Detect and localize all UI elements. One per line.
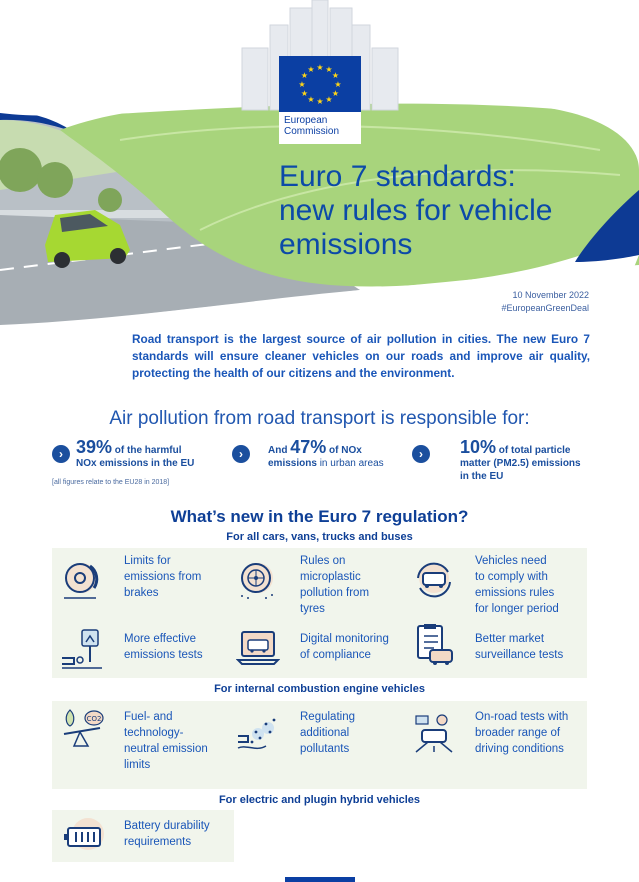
item-line: emissions tests — [124, 649, 203, 661]
item-line: Rules on — [300, 555, 346, 567]
svg-text:CO2: CO2 — [86, 715, 102, 723]
road-test-icon — [412, 712, 456, 756]
tyre-icon — [236, 558, 280, 602]
svg-text:★: ★ — [316, 97, 324, 106]
eu-stars-icon — [279, 56, 361, 112]
date-block — [501, 289, 589, 315]
stat-lead: And — [268, 445, 291, 456]
item-line: Vehicles need — [475, 555, 547, 567]
item-line: emissions from — [124, 571, 202, 583]
item-line: microplastic — [300, 571, 361, 583]
svg-text:★: ★ — [300, 89, 309, 98]
item-neutral-limits — [124, 709, 208, 773]
stat-text: of NOx — [326, 445, 362, 456]
regulation-heading: What’s new in the Euro 7 regulation? — [170, 507, 469, 526]
item-line: On-road tests with — [475, 711, 569, 723]
item-market-surveillance — [475, 631, 563, 663]
item-pollutants — [300, 709, 355, 757]
logo-text — [279, 112, 361, 144]
item-line: limits — [124, 759, 151, 771]
all-vehicles-heading: For all cars, vans, trucks and buses — [226, 531, 413, 543]
balance-co2-icon — [60, 706, 104, 750]
stat-value: 47% — [290, 437, 327, 457]
exhaust-test-icon — [60, 628, 104, 672]
svg-text:★: ★ — [331, 89, 340, 98]
date: 10 November 2022 — [512, 290, 589, 300]
item-line: pollutants — [300, 743, 350, 755]
item-line: Limits for — [124, 555, 171, 567]
item-line: requirements — [124, 836, 192, 848]
item-line: for longer period — [475, 603, 559, 615]
logo-line-1: European — [284, 115, 328, 126]
item-line: More effective — [124, 633, 197, 645]
item-line: tyres — [300, 603, 325, 615]
item-line: Better market — [475, 633, 545, 645]
stat-39 — [76, 437, 195, 470]
item-line: Regulating — [300, 711, 355, 723]
logo-line-2: Commission — [284, 126, 340, 137]
svg-text:★: ★ — [325, 95, 333, 104]
stat-value: 10% — [460, 437, 497, 457]
item-line: of compliance — [300, 649, 371, 661]
car-cycle-icon — [412, 558, 456, 602]
stat-10 — [460, 437, 581, 483]
item-tests — [124, 631, 203, 663]
item-line: Digital monitoring — [300, 633, 389, 645]
svg-text:★: ★ — [307, 95, 315, 104]
chevron-right-icon: › — [52, 445, 70, 463]
item-line: Fuel- and — [124, 711, 173, 723]
item-line: emissions rules — [475, 587, 555, 599]
chevron-right-icon: › — [412, 445, 430, 463]
brake-disc-icon — [60, 558, 104, 602]
checklist-car-icon — [412, 624, 456, 668]
item-line: additional — [300, 727, 350, 739]
laptop-car-icon — [236, 628, 280, 672]
item-battery — [124, 818, 210, 850]
item-brakes — [124, 553, 201, 601]
item-on-road-tests — [475, 709, 568, 757]
stat-text-bold: emissions — [268, 458, 317, 469]
svg-text:★: ★ — [331, 71, 340, 80]
svg-text:★: ★ — [325, 65, 333, 74]
title-line-2: new rules for vehicle — [279, 194, 553, 227]
item-line: Battery durability — [124, 820, 210, 832]
stat-text-line2: NOx emissions in the EU — [76, 458, 195, 469]
item-longer-period — [475, 553, 559, 617]
pollution-heading: Air pollution from road transport is responsible for: — [109, 408, 530, 429]
eu-flag — [279, 56, 361, 112]
stat-text: of total particle — [496, 445, 571, 456]
item-line: surveillance tests — [475, 649, 564, 661]
stat-text-line3: in the EU — [460, 471, 504, 482]
svg-text:★: ★ — [307, 65, 315, 74]
figures-note: [all figures relate to the EU28 in 2018] — [52, 479, 170, 486]
item-digital-monitoring — [300, 631, 389, 663]
item-line: driving conditions — [475, 743, 564, 755]
item-line: to comply with — [475, 571, 548, 583]
stat-47 — [268, 437, 384, 470]
item-line: pollution from — [300, 587, 370, 599]
ice-heading: For internal combustion engine vehicles — [214, 683, 425, 695]
intro-paragraph: Road transport is the largest source of air pollution in cities. The new Euro 7 standards will ensure cleaner vehicles on our roads and improve air quality, protecting the health of our citizens and the environment. — [132, 332, 590, 380]
stat-text: of the harmful — [112, 445, 182, 456]
item-line: technology- — [124, 727, 184, 739]
stat-text-line2: matter (PM2.5) emissions — [460, 458, 581, 469]
page-title — [279, 160, 619, 262]
svg-text:★: ★ — [316, 63, 324, 72]
svg-text:★: ★ — [298, 80, 306, 89]
svg-text:★: ★ — [334, 80, 342, 89]
item-tyres — [300, 553, 369, 617]
title-line-3: emissions — [279, 228, 413, 261]
svg-text:★: ★ — [300, 71, 309, 80]
item-line: broader range of — [475, 727, 561, 739]
item-line: neutral emission — [124, 743, 208, 755]
title-line-1: Euro 7 standards: — [279, 160, 516, 193]
chevron-right-icon: › — [232, 445, 250, 463]
exhaust-particles-icon — [236, 712, 280, 756]
item-line: brakes — [124, 587, 159, 599]
bottom-accent-bar — [285, 877, 355, 882]
ev-heading: For electric and plugin hybrid vehicles — [218, 794, 421, 806]
hashtag: #EuropeanGreenDeal — [501, 303, 589, 313]
stat-text-line2: in urban areas — [316, 458, 384, 469]
battery-icon — [62, 814, 106, 858]
stat-value: 39% — [76, 437, 113, 457]
